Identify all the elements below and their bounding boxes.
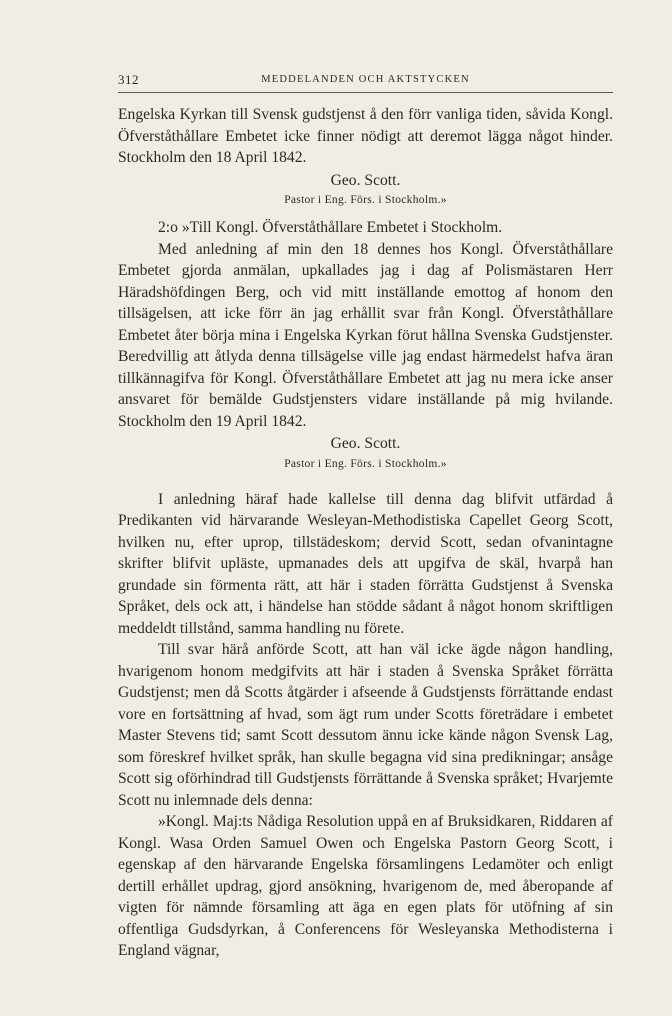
letter-heading: 2:o »Till Kongl. Öfverståthållare Embetet i Stockholm. xyxy=(158,219,503,236)
signature-title: Pastor i Eng. Förs. i Stockholm.» xyxy=(284,194,447,206)
letter-text: Med anledning af min den 18 dennes hos Kongl. Öfverståthållare Embetet gjorda anmälan, upkallades jag i dag af Polismästaren Herr Häradshöfdingen Berg, och vid mitt inställande emottog af honom den tillsägelsen, att icke förr än jag erhållit svar från Kongl. Öfverståthållare Embetet åter börja mina i Engelska Kyrkan förut hållna Svenska Gudstjenster. Beredvillig att åtlyda denna tillsägelse ville jag endast härmedelst hafva äran tillkännagifva för Kongl. Öfverståthållare Embetet att jag nu mera icke anser ansvaret för bemälde Gudstjensters vidare inställande på mig hvilande. Stockholm den 19 April 1842. xyxy=(118,240,613,430)
signature-name-2: Geo. Scott. xyxy=(330,435,401,452)
body-paragraph: »Kongl. Maj:ts Nådiga Resolution uppå en af Bruksidkaren, Riddaren af Kongl. Wasa Orden Samuel Owen och Engelska Pastorn Georg Scott, i egenskap af den härvarande Engelska församlingens Ledamöter och enligt dertill erhållet updrag, gjord ansökning, hvarigenom de, med åberopande af vigten för nämnde församling att äga en egen plats för utöfning af sin offentliga Gudsdyrkan, å Conferencens för Wesleyanska Methodisterna i England vägnar, xyxy=(118,813,613,959)
body-paragraph: Till svar härå anförde Scott, att han väl icke ägde någon handling, hvarigenom honom medgifvits att här i staden å Svenska Språket förrätta Gudstjenst; men då Scotts åtgärder i afseende å Gudstjensts förrättande endast vore en fortsättning af hvad, som ägt rum under Scotts företrädare i embetet Master Stevens tid; samt Scott dessutom ännu icke kände någon Svensk Lag, som föreskref hvilket språk, han skulle begagna vid sina predikningar; ansåge Scott sig oförhindrad till Gudstjensts förrättande å Svenska språket; Hvarjemte Scott nu inlemnade dels denna: xyxy=(118,641,613,809)
running-title: MEDDELANDEN OCH AKTSTYCKEN xyxy=(261,74,470,85)
signature-title-2: Pastor i Eng. Förs. i Stockholm.» xyxy=(284,457,447,470)
signature-name: Geo. Scott. xyxy=(330,171,401,189)
page-number: 312 xyxy=(118,72,139,87)
body-paragraph: I anledning häraf hade kallelse till denna dag blifvit utfärdad å Predikanten vid härvarande Wesleyan-Methodistiska Capellet Georg Scott, hvilken nu, efter uprop, tillstädeskom; dervid Scott, sedan ofvanintagne skrifter blifvit upläste, upmanades dels att upgifva de skäl, hvarpå han grundade sin förmenta rätt, att här i staden förrätta Gudstjenst å Svenska Språket, dels ock att, i händelse han stödde sådant å något honom skriftligen meddeldt tillstånd, samma handling nu förete. xyxy=(118,490,613,637)
letter-continuation: Engelska Kyrkan till Svensk gudstjenst å den förr vanliga tiden, såvida Kongl. Öfverståthållare Embetet icke finner nödigt att deremot lägga något hinder. Stockholm den 18 April 1842. xyxy=(118,106,613,166)
page-body xyxy=(118,104,613,962)
running-header xyxy=(118,72,613,93)
